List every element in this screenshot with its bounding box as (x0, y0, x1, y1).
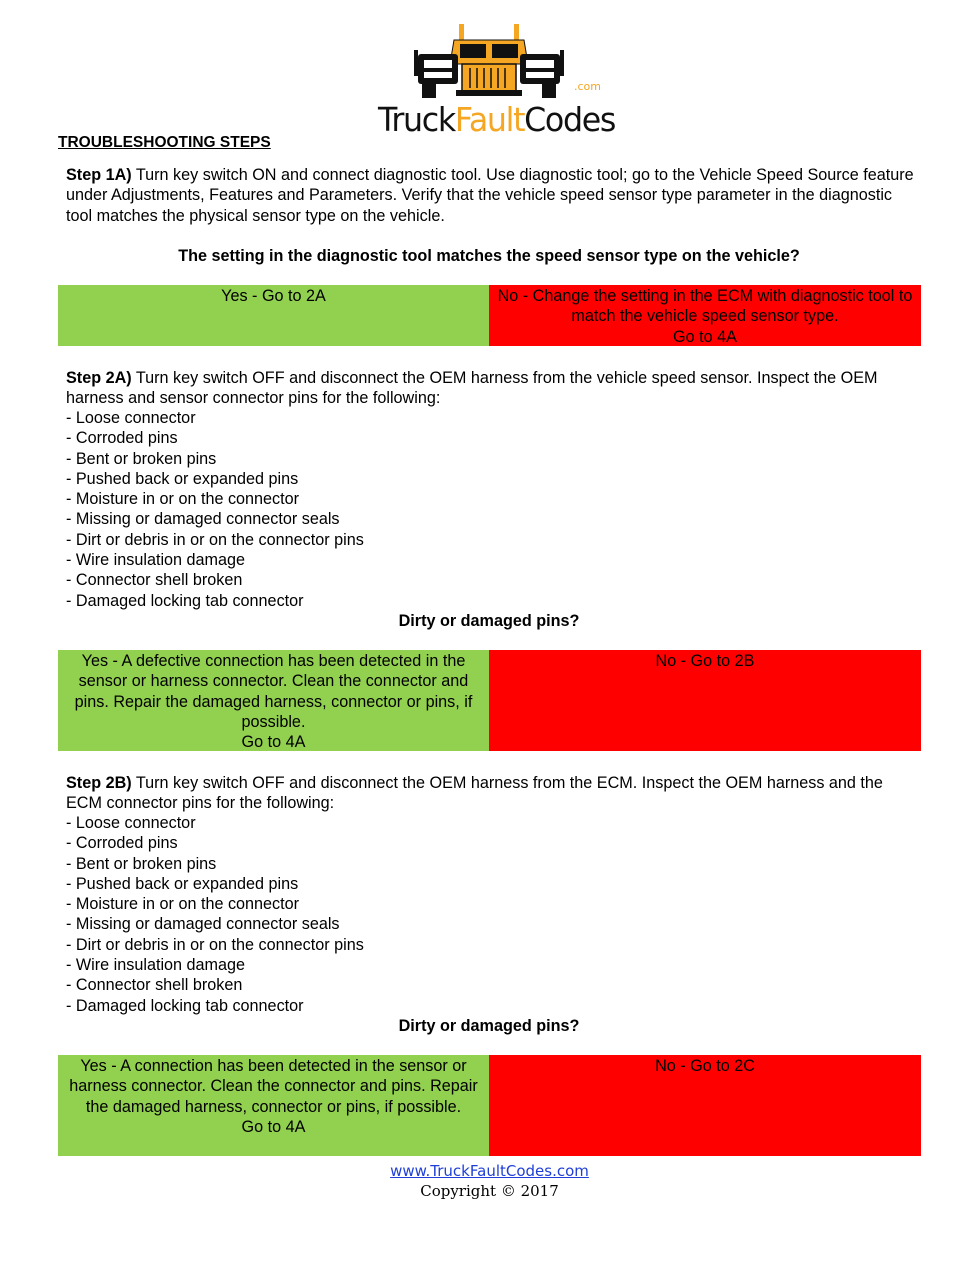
list-item: - Connector shell broken (66, 571, 243, 590)
footer-copyright: Copyright © 2017 (420, 1182, 559, 1200)
step-2a-text: Turn key switch OFF and disconnect the OEM harness from the vehicle speed sensor. Inspect the OEM harness and sensor connector pins for the following: (66, 369, 878, 408)
list-item: - Dirt or debris in or on the connector pins (66, 935, 364, 954)
step-2a-question: Dirty or damaged pins? (398, 612, 580, 630)
list-item: - Moisture in or on the connector (66, 895, 300, 914)
step-1a-text: Turn key switch ON and connect diagnostic tool. Use diagnostic tool; go to the Vehicle Speed Source feature under Adjustments, Features and Parameters. Verify that the vehicle speed sensor type parameter in the diagnostic tool matches the physical sensor type on the vehicle. (66, 166, 914, 225)
step-1a-instructions (66, 165, 916, 226)
step-1a-label: Step 1A) (66, 166, 132, 184)
logo-wordmark: TruckFaultCodes (378, 100, 616, 139)
list-item: - Dirt or debris in or on the connector pins (66, 530, 364, 549)
list-item: - Wire insulation damage (66, 956, 246, 975)
list-item: - Pushed back or expanded pins (66, 469, 299, 488)
section-heading: TROUBLESHOOTING STEPS (58, 134, 271, 151)
semi-truck-front-icon (414, 20, 564, 100)
list-item: - Corroded pins (66, 429, 178, 448)
step-2b-question: Dirty or damaged pins? (398, 1017, 580, 1035)
step-2a-decision (58, 650, 921, 751)
list-item: - Bent or broken pins (66, 449, 217, 468)
step-2b-yes-cell: Yes - A connection has been detected in the sensor or harness connector. Clean the connector and pins. Repair the damaged harness, connector or pins, if possible. Go to 4A (58, 1055, 489, 1156)
list-item: - Loose connector (66, 814, 196, 832)
list-item: - Bent or broken pins (66, 854, 217, 873)
list-item: - Pushed back or expanded pins (66, 874, 299, 893)
step-2a-checklist (66, 408, 364, 611)
list-item: - Missing or damaged connector seals (66, 915, 340, 934)
step-2b-no-cell: No - Go to 2C (489, 1055, 921, 1156)
step-2a-yes-cell: Yes - A defective connection has been detected in the sensor or harness connector. Clean the connector and pins. Repair the damaged harness, connector or pins, if possible. Go to 4A (58, 650, 489, 751)
step-1a-yes-cell: Yes - Go to 2A (58, 285, 489, 346)
list-item: - Corroded pins (66, 834, 178, 853)
step-2b-decision (58, 1055, 921, 1156)
list-item: - Damaged locking tab connector (66, 996, 304, 1015)
logo (378, 20, 616, 139)
list-item: - Wire insulation damage (66, 551, 246, 570)
list-item: - Missing or damaged connector seals (66, 510, 340, 529)
step-2b-instructions (66, 773, 916, 814)
step-1a-question: The setting in the diagnostic tool matches the speed sensor type on the vehicle? (178, 247, 800, 265)
step-2a-instructions (66, 368, 916, 409)
logo-com-suffix: .com (574, 80, 601, 93)
step-1a-decision (58, 285, 921, 346)
list-item: - Damaged locking tab connector (66, 591, 304, 610)
list-item: - Connector shell broken (66, 976, 243, 995)
step-2b-text: Turn key switch OFF and disconnect the OEM harness from the ECM. Inspect the OEM harness and the ECM connector pins for the following: (66, 774, 883, 813)
step-2a-no-cell: No - Go to 2B (489, 650, 921, 751)
list-item: - Loose connector (66, 409, 196, 427)
list-item: - Moisture in or on the connector (66, 490, 300, 509)
footer-website-link[interactable]: www.TruckFaultCodes.com (390, 1162, 589, 1180)
step-2a-label: Step 2A) (66, 369, 132, 387)
step-1a-no-cell: No - Change the setting in the ECM with diagnostic tool to match the vehicle speed sensor type. Go to 4A (489, 285, 921, 346)
step-2b-checklist (66, 813, 364, 1016)
step-2b-label: Step 2B) (66, 774, 132, 792)
